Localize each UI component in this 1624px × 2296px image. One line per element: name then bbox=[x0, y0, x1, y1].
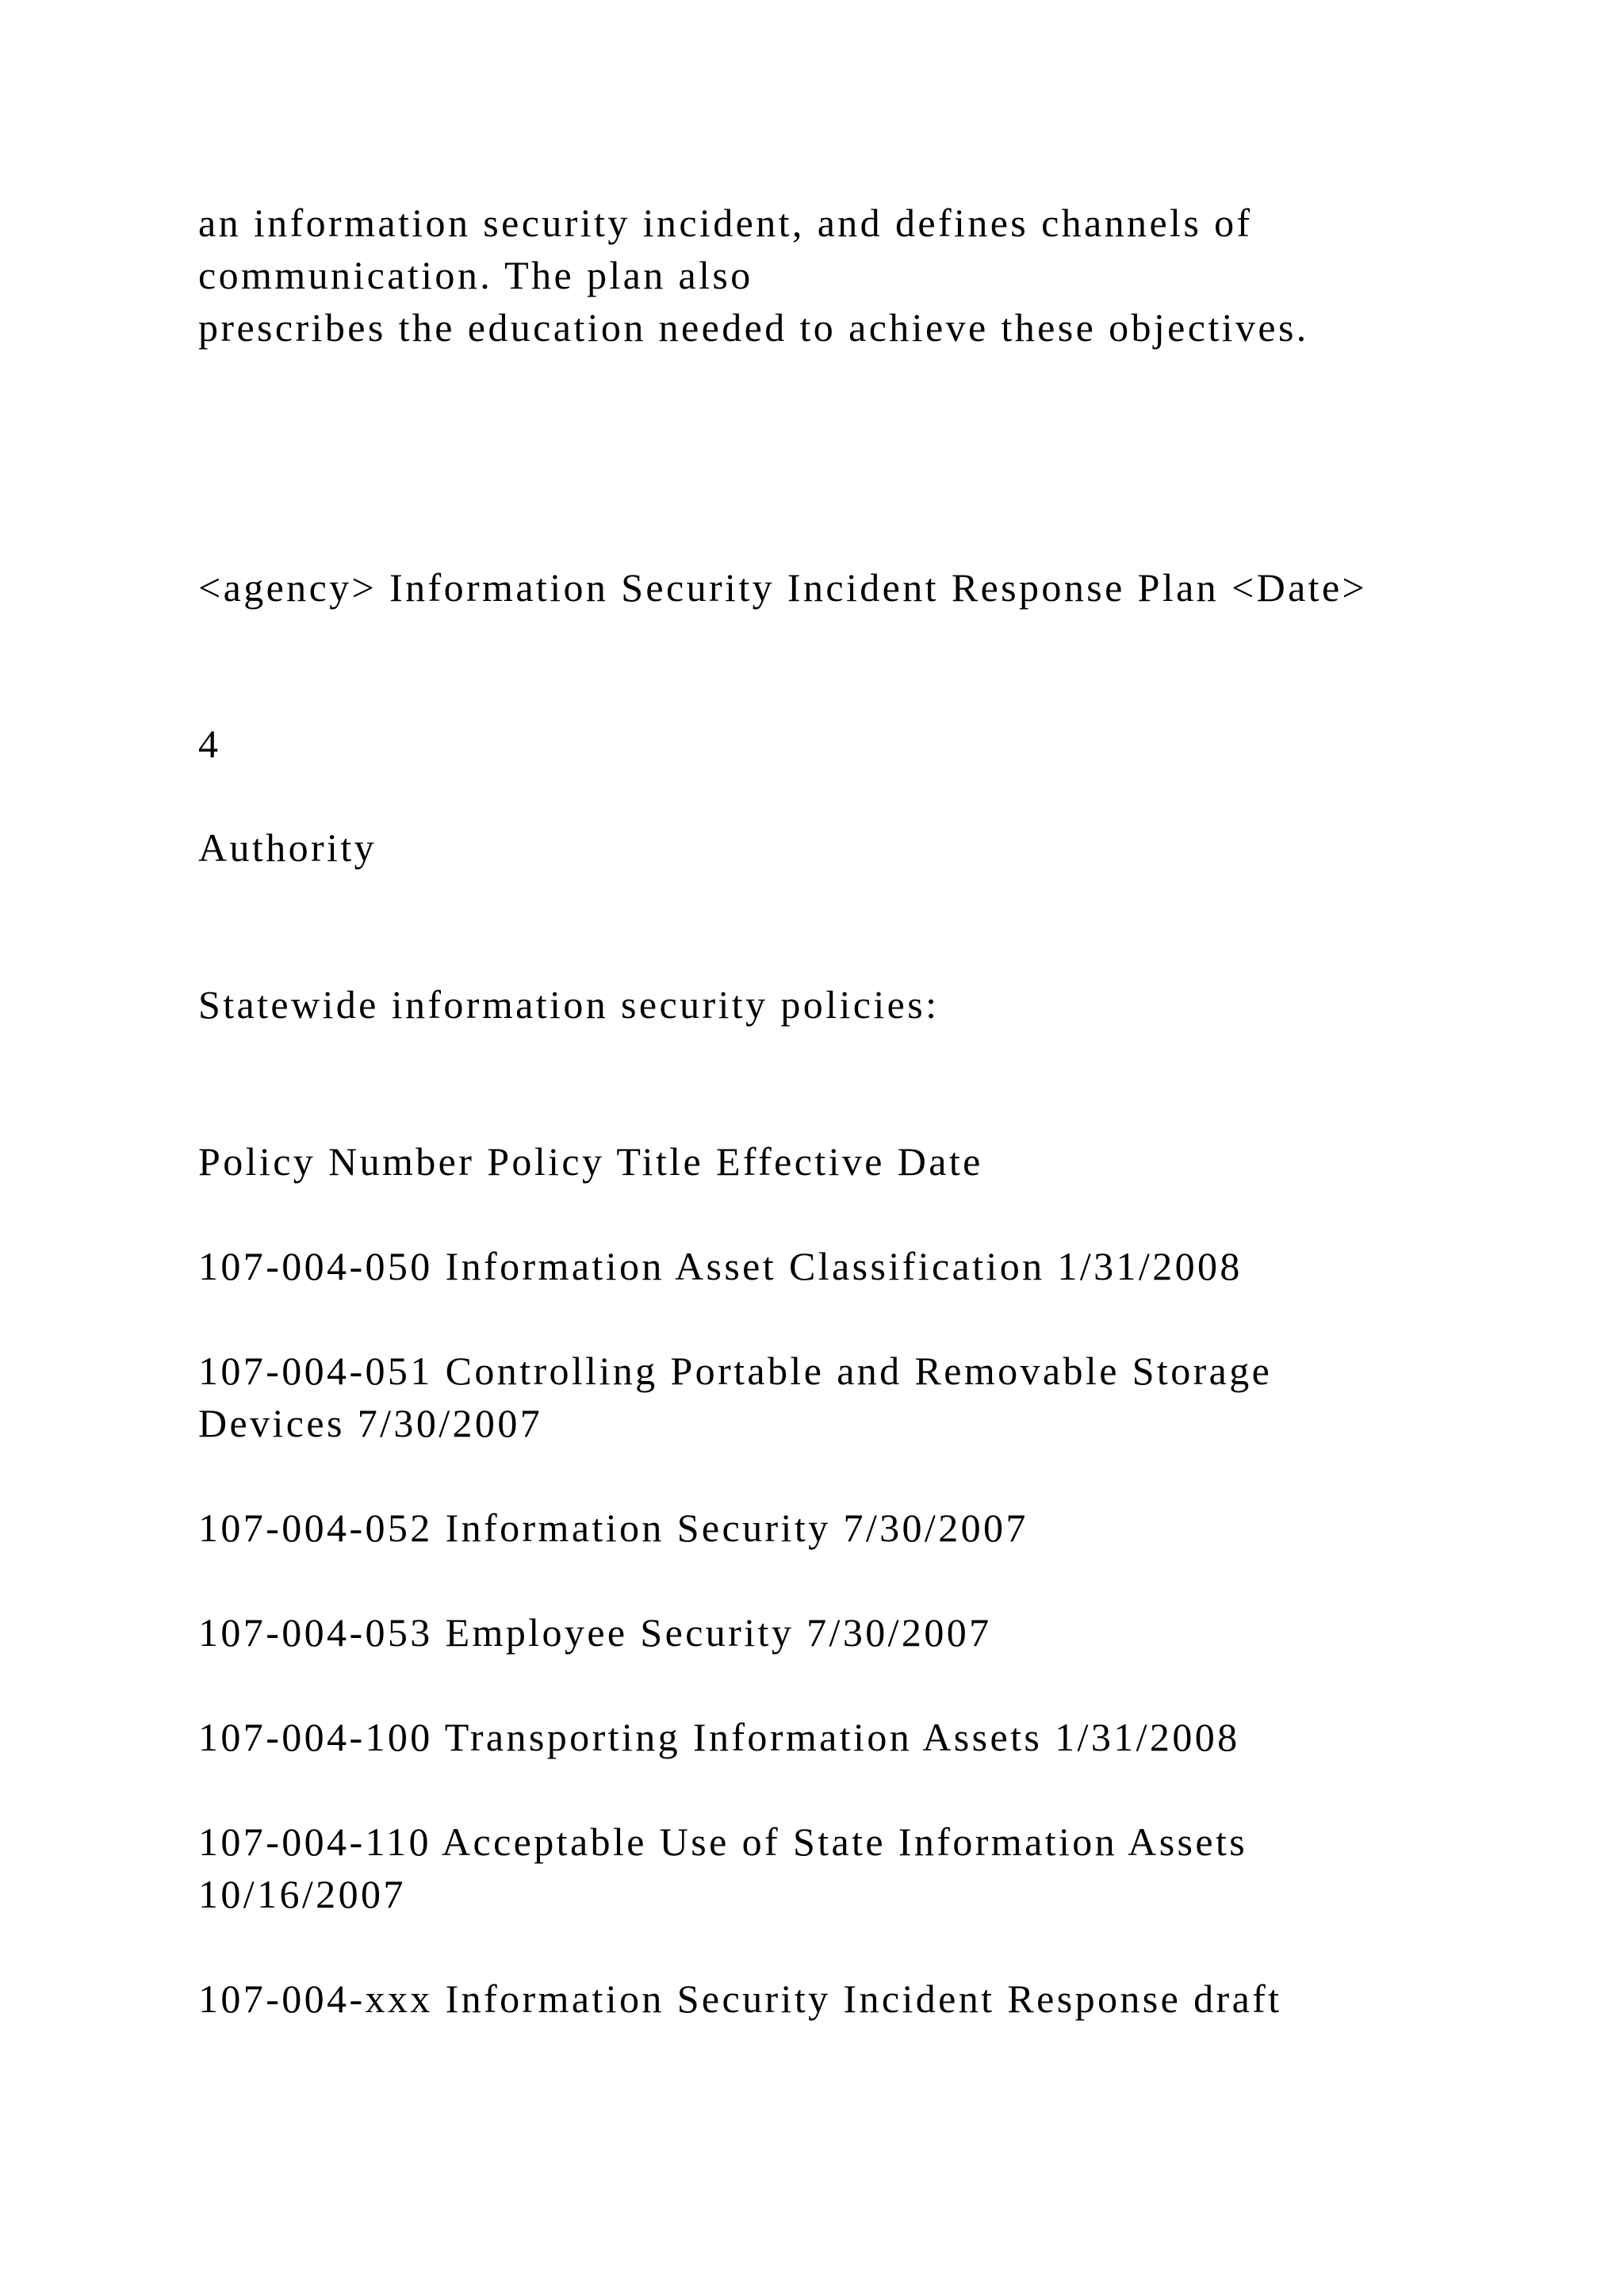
policies-intro: Statewide information security policies: bbox=[198, 982, 940, 1027]
policy-row-107-004-100: 107-004-100 Transporting Information Assets 1/31/2008 bbox=[198, 1715, 1240, 1759]
page-number: 4 bbox=[198, 721, 221, 766]
policy-row-107-004-052: 107-004-052 Information Security 7/30/2007 bbox=[198, 1506, 1028, 1550]
intro-text-line-3: prescribes the education needed to achieve these objectives. bbox=[198, 305, 1309, 350]
policy-row-107-004-051-continued: Devices 7/30/2007 bbox=[198, 1401, 543, 1445]
intro-text-line-1: an information security incident, and defines channels of bbox=[198, 201, 1253, 245]
policy-row-107-004-xxx: 107-004-xxx Information Security Incident Response draft bbox=[198, 1976, 1282, 2021]
running-header: <agency> Information Security Incident Response Plan <Date> bbox=[198, 565, 1368, 610]
policy-row-107-004-053: 107-004-053 Employee Security 7/30/2007 bbox=[198, 1610, 992, 1655]
intro-text-line-2: communication. The plan also bbox=[198, 253, 753, 297]
policy-table-header: Policy Number Policy Title Effective Date bbox=[198, 1139, 983, 1184]
policy-row-107-004-110: 107-004-110 Acceptable Use of State Information Assets bbox=[198, 1820, 1248, 1864]
section-heading: Authority bbox=[198, 825, 377, 870]
policy-row-107-004-050: 107-004-050 Information Asset Classification 1/31/2008 bbox=[198, 1244, 1243, 1288]
policy-row-107-004-051: 107-004-051 Controlling Portable and Removable Storage bbox=[198, 1349, 1273, 1393]
policy-row-107-004-110-continued: 10/16/2007 bbox=[198, 1872, 406, 1916]
